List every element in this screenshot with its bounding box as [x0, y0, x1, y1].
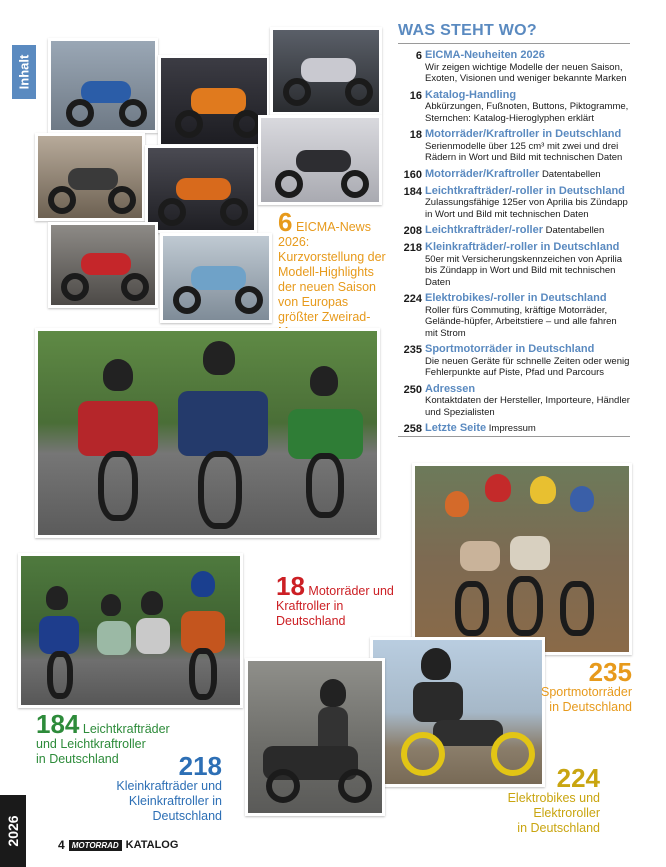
toc-item-text: Datentabellen [541, 168, 601, 180]
caption-light-motorcycles-text-a: Leichtkrafträder [82, 722, 170, 736]
caption-sport-motorcycles [540, 657, 632, 715]
toc-item-body [425, 344, 630, 379]
toc-item-heading: Adressen [425, 382, 476, 395]
toc-item-heading: EICMA-Neuheiten 2026 [425, 49, 545, 61]
toc-item[interactable] [398, 423, 630, 435]
caption-motorcycles-text-a: Motorräder und [308, 584, 394, 598]
toc-item-body [425, 90, 630, 125]
toc-item[interactable] [398, 169, 630, 181]
toc-item[interactable] [398, 186, 630, 221]
footer-label: KATALOG [125, 839, 179, 851]
toc-item-body [425, 423, 536, 435]
eicma-photo-6 [258, 115, 382, 205]
caption-eicma-number: 6 [278, 207, 293, 237]
eicma-photo-8 [160, 233, 272, 323]
toc-item-body [425, 186, 630, 221]
toc-item-page: 218 [403, 242, 422, 254]
toc-item[interactable] [398, 293, 630, 339]
toc-item[interactable] [398, 50, 630, 85]
eicma-photo-3 [270, 27, 382, 115]
toc-item-body [425, 50, 630, 85]
caption-small-motorcycles-number: 218 [178, 751, 222, 781]
eicma-photo-4 [35, 133, 145, 221]
toc-item[interactable] [398, 225, 630, 237]
toc-item-page: 224 [403, 293, 422, 305]
table-of-contents [398, 22, 630, 440]
toc-item-body [425, 129, 630, 164]
page-footer [58, 838, 178, 852]
caption-small-motorcycles [70, 751, 222, 824]
toc-item-heading: Motorräder/Kraftroller [425, 167, 540, 180]
toc-item-text: Wir zeigen wichtige Modelle der neuen Saison, Exoten, Visionen und weniger bekannte Marken [425, 61, 627, 84]
toc-item-heading: Katalog-Handling [425, 88, 517, 101]
caption-sport-motorcycles-text-b: in Deutschland [549, 700, 632, 714]
toc-item-text: Roller fürs Commuting, kräftige Motorräder, Gelände-hüpfer, Arbeitstiere – und alle fahren mit Strom [425, 304, 617, 339]
toc-item-body [425, 225, 604, 237]
brand-logo: MOTORRAD [69, 840, 122, 851]
section-tab-label: Inhalt [16, 54, 32, 90]
page-number: 4 [58, 838, 65, 852]
toc-item-page: 6 [415, 50, 422, 62]
scooter-photo [245, 658, 385, 816]
toc-item-body [425, 293, 630, 339]
eicma-photo-7 [48, 222, 158, 308]
toc-item-body [425, 384, 630, 419]
caption-light-motorcycles-text-b: und Leichtkraftroller [36, 737, 146, 751]
toc-item[interactable] [398, 242, 630, 288]
toc-item-page: 250 [403, 383, 422, 396]
toc-item-page: 235 [403, 344, 422, 356]
caption-electric-bikes-text-b: in Deutschland [517, 821, 600, 835]
caption-light-motorcycles-number: 184 [36, 709, 80, 739]
toc-item-heading: Elektrobikes/-roller in Deutschland [425, 292, 607, 304]
caption-sport-motorcycles-number: 235 [588, 657, 632, 687]
toc-item-text: 50er mit Versicherungskennzeichen von Aprilia bis Zündapp in Wort und Bild mit technischen Daten [425, 253, 622, 288]
motorcycles-road-photo [35, 328, 380, 538]
toc-divider [398, 436, 630, 437]
toc-item-page: 184 [403, 185, 422, 198]
motocross-photo [412, 463, 632, 655]
toc-item-page: 258 [403, 423, 422, 435]
caption-eicma [278, 207, 388, 340]
caption-sport-motorcycles-text-a: Sportmotorräder [540, 685, 632, 699]
toc-title: WAS STEHT WO? [398, 22, 630, 44]
toc-item-text: Datentabellen [545, 225, 605, 236]
year-tab [0, 795, 26, 867]
toc-list [398, 50, 630, 435]
toc-item-heading: Letzte Seite [425, 422, 487, 434]
toc-item-text: Die neuen Geräte für schnelle Zeiten oder wenig Fehlerpunkte auf Piste, Pfad und Parcours [425, 355, 630, 378]
toc-item-heading: Sportmotorräder in Deutschland [425, 343, 595, 355]
toc-item-text: Zulassungsfähige 125er von Aprilia bis Zündapp in Wort und Bild mit technischen Daten [425, 197, 628, 220]
caption-electric-bikes-text-a: Elektrobikes und Elektroroller [507, 791, 600, 820]
toc-item-page: 160 [403, 168, 422, 181]
toc-item-heading: Leichtkrafträder/-roller [425, 224, 543, 236]
light-motorcycles-photo [18, 553, 243, 708]
toc-item-text: Kontaktdaten der Hersteller, Importeure, Händler und Spezialisten [425, 395, 630, 418]
toc-item[interactable] [398, 384, 630, 419]
caption-motorcycles-number: 18 [276, 571, 305, 601]
section-tab [12, 45, 36, 99]
toc-item-page: 18 [409, 129, 422, 141]
caption-light-motorcycles-text-c: in Deutschland [36, 752, 119, 766]
toc-item-heading: Motorräder/Kraftroller in Deutschland [425, 128, 622, 140]
caption-small-motorcycles-text-b: Kleinkraftroller in Deutschland [128, 794, 222, 823]
caption-motorcycles-text-b: Kraftroller in Deutschland [276, 599, 346, 628]
caption-electric-bikes [450, 763, 600, 836]
caption-small-motorcycles-text-a: Kleinkrafträder und [116, 779, 222, 793]
toc-item-heading: Kleinkrafträder/-roller in Deutschland [425, 241, 620, 253]
eicma-photo-2 [158, 55, 270, 147]
eicma-photo-5 [145, 145, 257, 233]
toc-item[interactable] [398, 129, 630, 164]
toc-item-page: 16 [409, 89, 422, 102]
toc-item-text: Serienmodelle über 125 cm³ mit zwei und drei Rädern in Wort und Bild mit technischen Daten [425, 140, 623, 163]
toc-item[interactable] [398, 90, 630, 125]
eicma-photo-1 [48, 38, 158, 133]
caption-electric-bikes-number: 224 [556, 763, 600, 793]
toc-item-page: 208 [403, 225, 422, 237]
caption-eicma-text: EICMA-News 2026: Kurzvorstellung der Modell-Highlights der neuen Saison von Europas größter Zweirad- [278, 220, 386, 324]
toc-item-body [425, 169, 601, 181]
year-tab-label: 2026 [5, 815, 21, 847]
toc-item[interactable] [398, 344, 630, 379]
toc-item-body [425, 242, 630, 288]
toc-item-text: Abkürzungen, Fußnoten, Buttons, Piktogramme, Sternchen: Katalog-Hieroglyphen erklärt [425, 101, 629, 124]
electric-motorcycle-photo [370, 637, 545, 787]
caption-motorcycles [276, 571, 396, 629]
toc-item-text: Impressum [488, 423, 536, 434]
toc-item-heading: Leichtkrafträder/-roller in Deutschland [425, 184, 625, 197]
